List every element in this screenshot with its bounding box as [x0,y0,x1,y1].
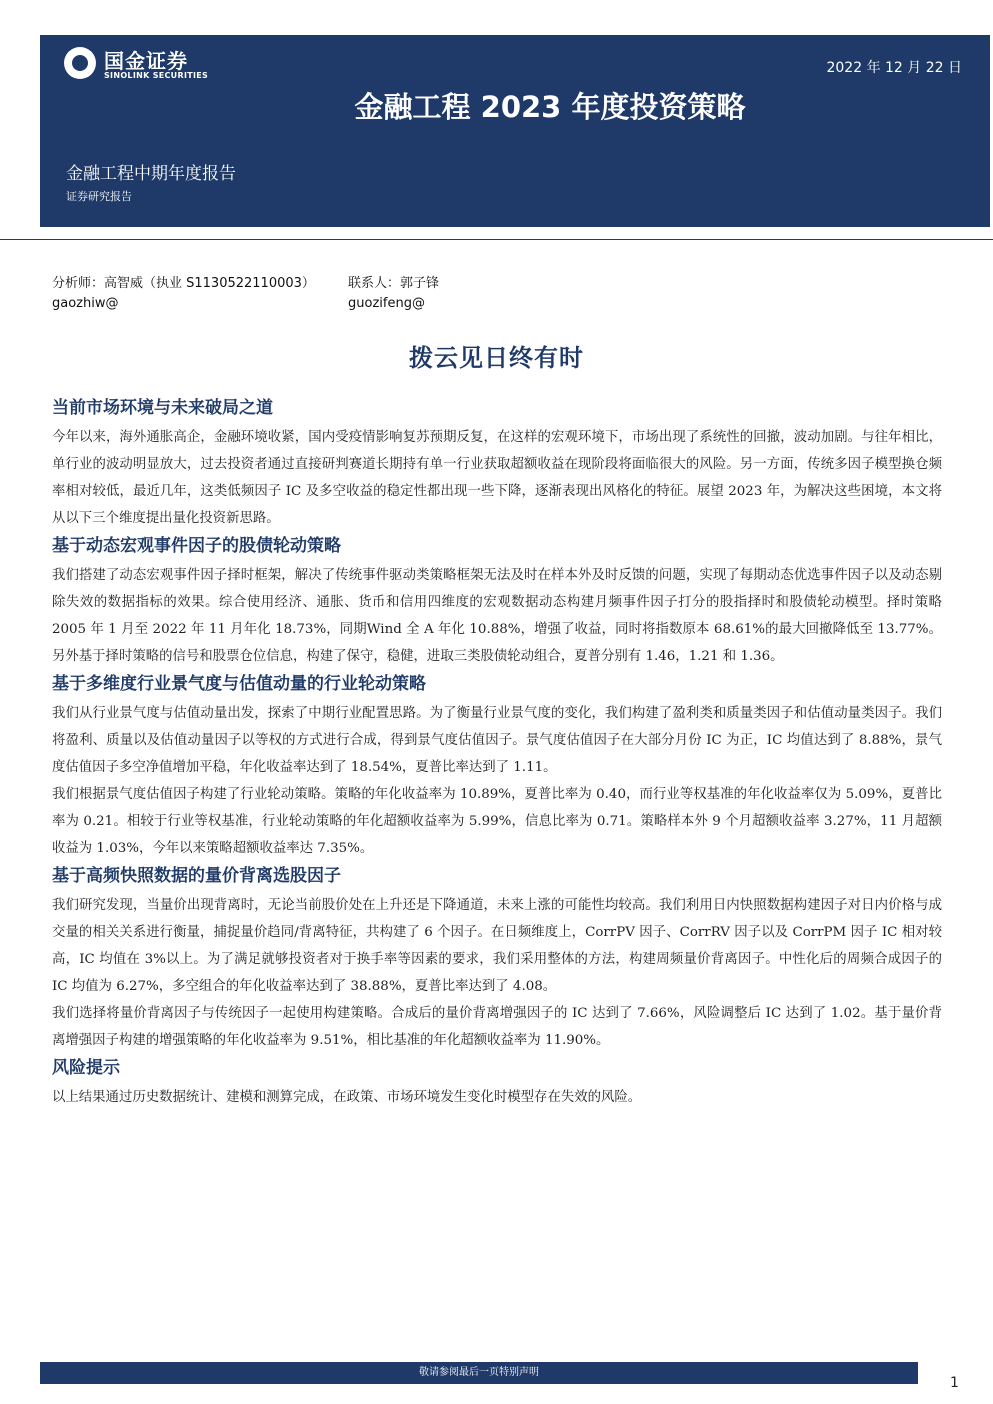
section-heading: 基于动态宏观事件因子的股债轮动策略 [52,536,341,556]
section-market [52,396,942,532]
header-divider [0,239,993,240]
section-paragraph: 以上结果通过历史数据统计、建模和测算完成，在政策、市场环境发生变化时模型存在失效的风险。 [52,1090,642,1105]
section-paragraph: 我们研究发现，当量价出现背离时，无论当前股价处在上升还是下降通道，未来上涨的可能性均较高。我们利用日内快照数据构建因子对日内价格与成交量的相关关系进行衡量，捕捉量价趋同/背离特征，共构建了 6 个因子。在日频维度上，CorrPV 因子、CorrRV 因子以及 CorrPM 因子 IC 相对较高，IC 均值在 3%以上。为了满足就够投资者对于换手率等因素的要求，我们采用整体的方法，构建周频量价背离因子。中性化后的周频合成因子的 IC 均值为 6.27%，多空组合的年化收益率达到了 38.88%，夏普比率达到了 4.08。 [52,898,942,994]
section-price-volume [52,864,942,1054]
report-subtype: 证券研究报告 [66,190,132,203]
report-title: 金融工程 2023 年度投资策略 [354,90,746,124]
logo-text-en: SINOLINK SECURITIES [104,71,209,80]
section-heading: 基于多维度行业景气度与估值动量的行业轮动策略 [52,674,426,694]
report-type: 金融工程中期年度报告 [66,164,236,184]
section-paragraph: 我们选择将量价背离因子与传统因子一起使用构建策略。合成后的量价背离增强因子的 IC 达到了 7.66%，风险调整后 IC 达到了 1.02。基于量价背离增强因子构建的增强策略的年化收益率为 9.51%，相比基准的年化超额收益率为 11.90%。 [52,1006,942,1048]
logo-circle-icon [64,47,96,79]
section-industry-rotation [52,672,942,862]
contact-email: guozifeng@ [348,296,425,311]
report-headline: 拨云见日终有时 [409,344,584,372]
section-heading: 基于高频快照数据的量价背离选股因子 [52,866,341,886]
section-paragraph: 我们搭建了动态宏观事件因子择时框架，解决了传统事件驱动类策略框架无法及时在样本外及时反馈的问题，实现了每期动态优选事件因子以及动态剔除失效的数据指标的效果。综合使用经济、通胀、货币和信用四维度的宏观数据动态构建月频事件因子打分的股指择时和股债轮动模型。择时策略 2005 年 1 月至 2022 年 11 月年化 18.73%，同期Wind 全 A 年化 10.88%，增强了收益，同时将指数原本 68.61%的最大回撤降低至 13.77%。另外基于择时策略的信号和股票仓位信息，构建了保守，稳健，进取三类股债轮动组合，夏普分别有 1.46，1.21 和 1.36。 [52,568,942,664]
footer-bar [40,1362,918,1384]
report-body [52,394,942,1111]
section-macro-rotation [52,534,942,670]
section-risk [52,1056,942,1111]
report-header [40,35,990,227]
section-heading: 当前市场环境与未来破局之道 [52,398,273,418]
section-paragraph: 我们根据景气度估值因子构建了行业轮动策略。策略的年化收益率为 10.89%，夏普比率为 0.40，而行业等权基准的年化收益率仅为 5.09%，夏普比率为 0.21。相较于行业等权基准，行业轮动策略的年化超额收益率为 5.99%，信息比率为 0.71。策略样本外 9 个月超额收益率 3.27%，11 月超额收益为 1.03%，今年以来策略超额收益率达 7.35%。 [52,787,942,856]
contact-column [348,274,439,314]
section-heading: 风险提示 [52,1058,120,1078]
logo-text-cn: 国金证券 [104,49,188,73]
section-paragraph: 我们从行业景气度与估值动量出发，探索了中期行业配置思路。为了衡量行业景气度的变化，我们构建了盈利类和质量类因子和估值动量类因子。我们将盈利、质量以及估值动量因子以等权的方式进行合成，得到景气度估值因子。景气度估值因子在大部分月份 IC 为正，IC 均值达到了 8.88%，景气度估值因子多空净值增加平稳，年化收益率达到了 18.54%，夏普比率达到了 1.11。 [52,706,942,775]
report-date: 2022 年 12 月 22 日 [826,60,962,76]
page-number: 1 [950,1375,959,1391]
contact-name: 联系人：郭子锋 [348,276,440,291]
company-logo [64,45,224,85]
analyst-column [52,274,315,314]
analyst-name: 分析师：高智威（执业 S1130522110003） [52,276,315,291]
analyst-email: gaozhiw@ [52,296,119,311]
section-paragraph: 今年以来，海外通胀高企，金融环境收紧，国内受疫情影响复苏预期反复，在这样的宏观环境下，市场出现了系统性的回撤，波动加剧。与往年相比，单行业的波动明显放大，过去投资者通过直接研判赛道长期持有单一行业获取超额收益在现阶段将面临很大的风险。另一方面，传统多因子模型换仓频率相对较低，最近几年，这类低频因子 IC 及多空收益的稳定性都出现一些下降，逐渐表现出风格化的特征。展望 2023 年，为解决这些困境，本文将从以下三个维度提出量化投资新思路。 [52,430,942,526]
footer-disclaimer: 敬请参阅最后一页特别声明 [419,1367,539,1378]
